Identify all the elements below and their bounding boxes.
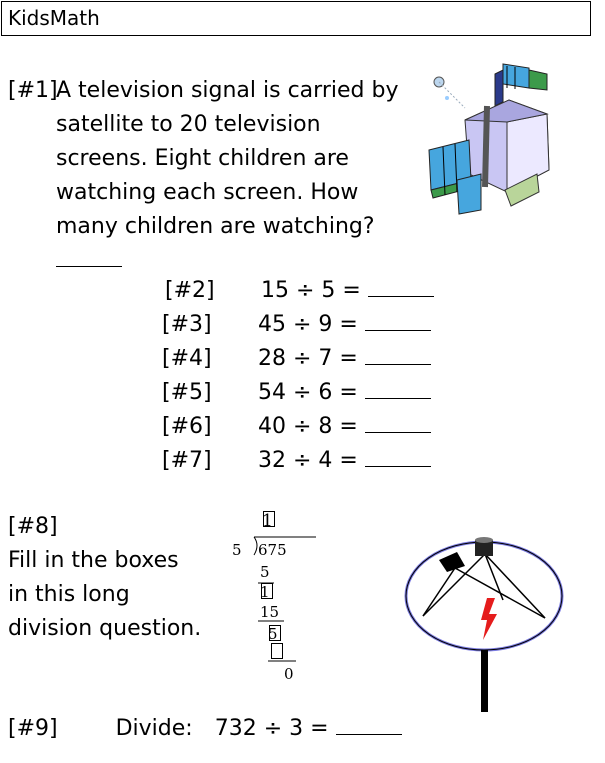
long-division: 1 5 675 5 1 15 5 0 [228,505,338,695]
step-3: 15 [260,603,280,621]
answer-blank-7[interactable] [365,446,431,467]
problem-number: [#4] [162,346,212,371]
question-9-label: Divide: [115,716,193,741]
question-1-line: watching each screen. How [56,180,359,205]
step-2-box[interactable] [261,583,273,599]
dividend: 675 [258,541,287,559]
answer-blank-2[interactable] [368,276,434,297]
question-9-expression: 732 ÷ 3 = [214,716,329,741]
question-1-line: A television signal is carried by [56,78,399,103]
answer-blank-9[interactable] [336,714,402,735]
problem-number: [#5] [162,380,212,405]
question-1-line: many children are watching? [56,214,375,239]
question-1-line: satellite to 20 television [56,112,321,137]
app-title-bar [1,1,591,36]
step-5-box[interactable] [271,643,283,659]
problem-number: [#3] [162,312,212,337]
remainder: 0 [284,665,294,683]
question-8-number: [#8] [8,514,58,539]
problem-expression: 40 ÷ 8 = [258,414,358,439]
question-8 [8,510,201,646]
step-1: 5 [260,563,270,581]
satellite-icon [425,62,560,217]
question-8-line: Fill in the boxes [8,548,179,573]
app-title: KidsMath [8,6,100,30]
answer-blank-4[interactable] [365,344,431,365]
problem-expression: 54 ÷ 6 = [258,380,358,405]
answer-blank-3[interactable] [365,310,431,331]
problem-number: [#7] [162,448,212,473]
problem-expression: 45 ÷ 9 = [258,312,358,337]
division-bracket [228,505,338,695]
question-1-line: screens. Eight children are [56,146,349,171]
problem-number: [#2] [165,278,215,303]
satellite-dish-icon [403,530,565,716]
problem-expression: 28 ÷ 7 = [258,346,358,371]
answer-blank-6[interactable] [365,412,431,433]
question-8-line: division question. [8,616,202,641]
problem-expression: 15 ÷ 5 = [261,278,361,303]
question-9-number: [#9] [8,716,58,741]
problem-number: [#6] [162,414,212,439]
question-8-line: in this long [8,582,130,607]
answer-blank-1[interactable] [56,244,122,267]
divisor: 5 [232,541,242,559]
problem-expression: 32 ÷ 4 = [258,448,358,473]
question-9 [8,712,402,746]
answer-blank-5[interactable] [365,378,431,399]
question-1-number: [#1] [8,78,58,103]
